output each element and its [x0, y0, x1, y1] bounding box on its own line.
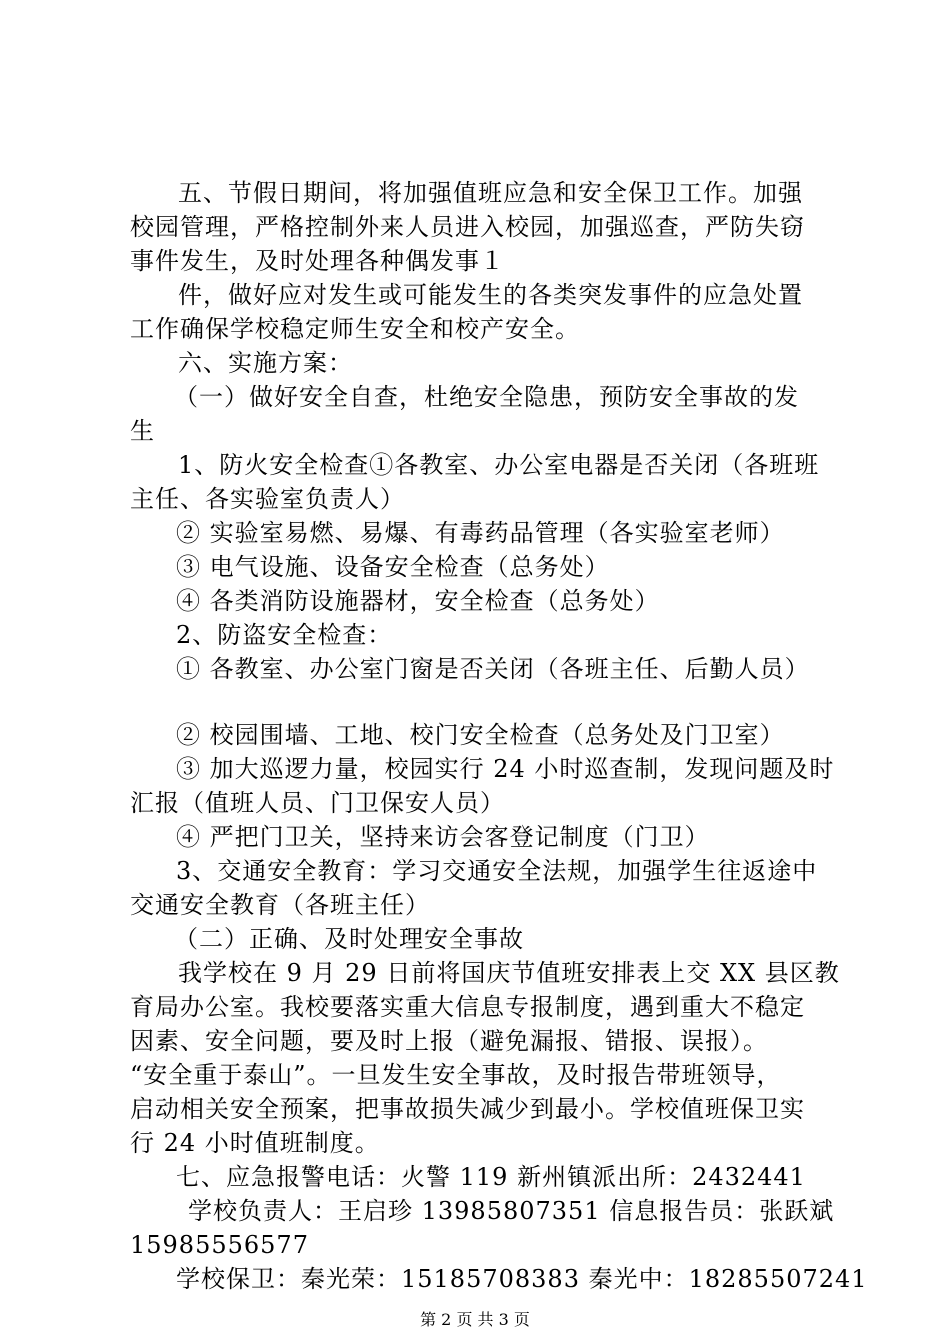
- school-leader-line-2: 15985556577: [130, 1231, 309, 1259]
- traffic-safety-line-1: 3、交通安全教育：学习交通安全法规，加强学生往返途中: [176, 857, 818, 885]
- paragraph-5-line-2: 校园管理，严格控制外来人员进入校园，加强巡查，严防失窃: [130, 213, 805, 241]
- theft-safety-item-1: ① 各教室、办公室门窗是否关闭（各班主任、后勤人员）: [176, 655, 810, 683]
- subsection-2-body-line-1: 我学校在 9 月 29 日前将国庆节值班安排表上交 XX 县区教: [178, 959, 840, 987]
- subsection-2-body-line-3: 因素、安全问题，要及时上报（避免漏报、错报、误报）。: [130, 1027, 768, 1055]
- subsection-2-heading: （二）正确、及时处理安全事故: [174, 925, 524, 953]
- subsection-2-body-line-4: “安全重于泰山”。一旦发生安全事故，及时报告带班领导，: [130, 1061, 782, 1089]
- school-leader-line-1: 学校负责人：王启珍 13985807351 信息报告员：张跃斌: [188, 1197, 835, 1225]
- page-number-footer: 第 2 页 共 3 页: [420, 1310, 530, 1329]
- subsection-2-body-line-2: 育局办公室。我校要落实重大信息专报制度，遇到重大不稳定: [130, 993, 805, 1021]
- theft-safety-item-3-line-2: 汇报（值班人员、门卫保安人员）: [130, 789, 505, 817]
- emergency-phone-line: 七、应急报警电话：火警 119 新州镇派出所：2432441: [176, 1163, 806, 1191]
- paragraph-5-line-1: 五、节假日期间，将加强值班应急和安全保卫工作。加强: [178, 179, 803, 207]
- fire-safety-item-3: ③ 电气设施、设备安全检查（总务处）: [176, 553, 610, 581]
- fire-safety-check-line-1: 1、防火安全检查①各教室、办公室电器是否关闭（各班班: [178, 451, 820, 479]
- school-security-line: 学校保卫：秦光荣：15185708383 秦光中：18285507241: [176, 1265, 868, 1293]
- subsection-1-heading-line-2: 生: [130, 417, 155, 445]
- subsection-2-body-line-6: 行 24 小时值班制度。: [130, 1129, 380, 1157]
- fire-safety-item-2: ② 实验室易燃、易爆、有毒药品管理（各实验室老师）: [176, 519, 785, 547]
- paragraph-5-line-4: 件，做好应对发生或可能发生的各类突发事件的应急处置: [178, 281, 803, 309]
- fire-safety-check-line-2: 主任、各实验室负责人）: [130, 485, 405, 513]
- theft-safety-item-2: ② 校园围墙、工地、校门安全检查（总务处及门卫室）: [176, 721, 785, 749]
- section-6-heading: 六、实施方案：: [178, 349, 353, 377]
- subsection-2-body-line-5: 启动相关安全预案，把事故损失减少到最小。学校值班保卫实: [130, 1095, 805, 1123]
- theft-safety-heading: 2、防盗安全检查：: [176, 621, 393, 649]
- theft-safety-item-4: ④ 严把门卫关，坚持来访会客登记制度（门卫）: [176, 823, 710, 851]
- theft-safety-item-3-line-1: ③ 加大巡逻力量，校园实行 24 小时巡查制，发现问题及时: [176, 755, 835, 783]
- paragraph-5-line-5: 工作确保学校稳定师生安全和校产安全。: [130, 315, 580, 343]
- subsection-1-heading-line-1: （一）做好安全自查，杜绝安全隐患，预防安全事故的发: [174, 383, 799, 411]
- traffic-safety-line-2: 交通安全教育（各班主任）: [130, 891, 430, 919]
- paragraph-5-line-3: 事件发生，及时处理各种偶发事１: [130, 247, 505, 275]
- fire-safety-item-4: ④ 各类消防设施器材，安全检查（总务处）: [176, 587, 660, 615]
